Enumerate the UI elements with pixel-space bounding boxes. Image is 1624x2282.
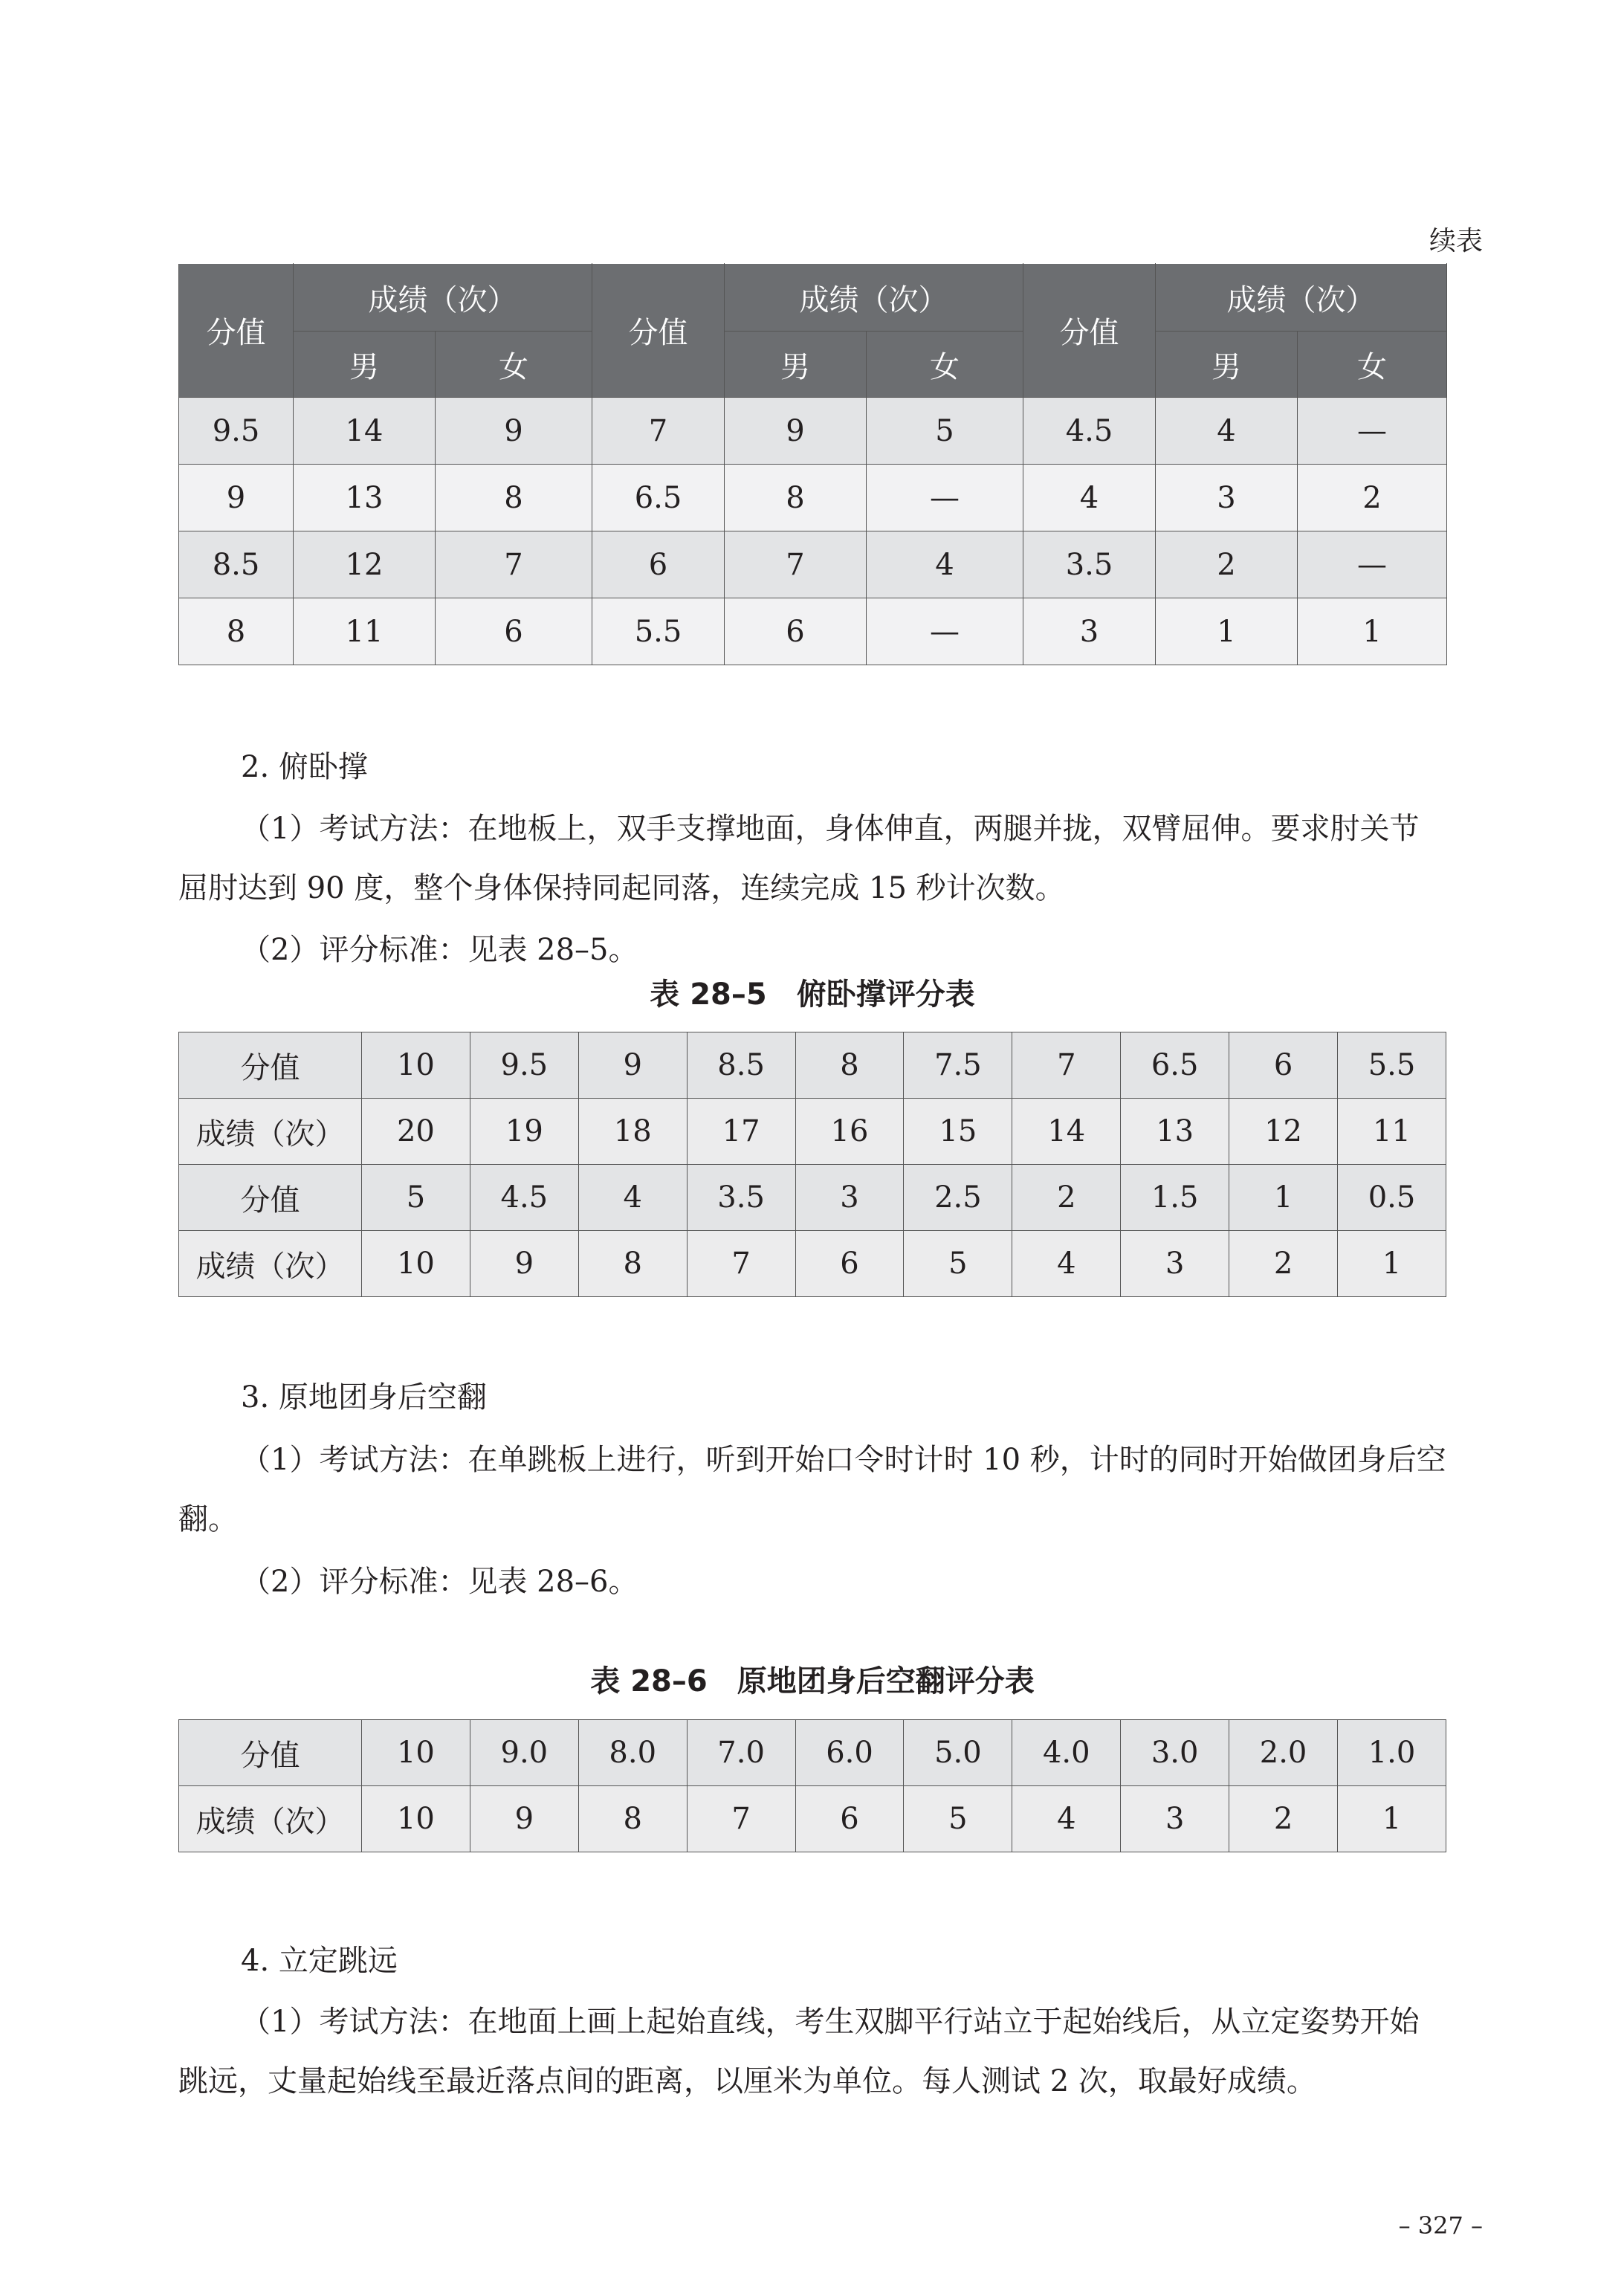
table-cell: 9: [179, 465, 294, 531]
table-cell: 9.0: [470, 1720, 578, 1786]
table-cell: 3: [1121, 1786, 1229, 1852]
table-cell: —: [867, 465, 1023, 531]
table-cell: 14: [1012, 1099, 1121, 1165]
table-cell: 2: [1229, 1786, 1338, 1852]
row-label: 分值: [179, 1165, 362, 1231]
table-cell: 16: [795, 1099, 904, 1165]
table-row: [179, 398, 1447, 465]
table-cell: 4: [578, 1165, 687, 1231]
table-cell: 14: [294, 398, 436, 465]
row-label: 成绩（次）: [179, 1231, 362, 1297]
table-cell: 5.0: [904, 1720, 1012, 1786]
table-cell: 8.5: [687, 1032, 795, 1099]
table-cell: 7: [725, 531, 867, 598]
table-cell: 10: [362, 1032, 470, 1099]
table-cell: 5: [362, 1165, 470, 1231]
table-cell: 1: [1338, 1231, 1446, 1297]
table-cell: 5.5: [1338, 1032, 1446, 1099]
table-cell: 8: [795, 1032, 904, 1099]
table-cell: 6.0: [795, 1720, 904, 1786]
table-cell: 1.5: [1121, 1165, 1229, 1231]
header-female: 女: [867, 332, 1023, 398]
table-cell: 1: [1229, 1165, 1338, 1231]
table-cell: 7.0: [687, 1720, 795, 1786]
table-row: [179, 1165, 1446, 1231]
table-cell: —: [1298, 398, 1447, 465]
table-cell: 7: [436, 531, 592, 598]
table-cell: 4: [1012, 1231, 1121, 1297]
table-cell: 3: [1156, 465, 1298, 531]
table-cell: 4.0: [1012, 1720, 1121, 1786]
table-caption-28-6: 表 28–6 原地团身后空翻评分表: [590, 1664, 1035, 1698]
table-cell: 1: [1156, 598, 1298, 665]
section-heading-standing-jump: 4. 立定跳远: [241, 1944, 398, 1978]
header-result: 成绩（次）: [294, 264, 592, 332]
table-cell: 3: [1121, 1231, 1229, 1297]
table-cell: 6: [725, 598, 867, 665]
table-cell: 0.5: [1338, 1165, 1446, 1231]
table-cell: 9: [725, 398, 867, 465]
section-heading-backflip: 3. 原地团身后空翻: [241, 1380, 487, 1415]
table-cell: 7: [1012, 1032, 1121, 1099]
table-cell: 3: [795, 1165, 904, 1231]
table-cell: 9: [470, 1231, 578, 1297]
table-cell: 13: [294, 465, 436, 531]
header-score: 分值: [592, 264, 725, 398]
backflip-method-text: （1）考试方法：在单跳板上进行，听到开始口令时计时 10 秒，计时的同时开始做团身后空翻。: [178, 1443, 1446, 1536]
table-cell: 3: [1023, 598, 1156, 665]
table-cell: 4: [1023, 465, 1156, 531]
table-cell: 5: [904, 1786, 1012, 1852]
table-cell: 11: [1338, 1099, 1446, 1165]
table-caption-28-5: 表 28–5 俯卧撑评分表: [650, 977, 975, 1012]
table-row: [179, 531, 1447, 598]
table-cell: 3.5: [1023, 531, 1156, 598]
table-cell: 8: [436, 465, 592, 531]
table-cell: 7.5: [904, 1032, 1012, 1099]
table-cell: 1.0: [1338, 1720, 1446, 1786]
row-label: 分值: [179, 1720, 362, 1786]
header-male: 男: [294, 332, 436, 398]
table-row: [179, 1032, 1446, 1099]
row-label: 成绩（次）: [179, 1099, 362, 1165]
table-row: [179, 1231, 1446, 1297]
table-cell: 6.5: [1121, 1032, 1229, 1099]
table-cell: 2: [1298, 465, 1447, 531]
table-cell: 6: [795, 1231, 904, 1297]
table-cell: 8: [578, 1231, 687, 1297]
table-cell: 1: [1298, 598, 1447, 665]
pushup-standard-text: （2）评分标准：见表 28–5。: [241, 933, 638, 967]
pushup-method-text: （1）考试方法：在地板上，双手支撑地面，身体伸直，两腿并拢，双臂屈伸。要求肘关节屈肘达到 90 度，整个身体保持同起同落，连续完成 15 秒计次数。: [178, 812, 1420, 905]
table-cell: 10: [362, 1786, 470, 1852]
table-row: [179, 1099, 1446, 1165]
table-cell: 4: [1156, 398, 1298, 465]
standing-jump-method-text: （1）考试方法：在地面上画上起始直线，考生双脚平行站立于起始线后，从立定姿势开始跳远，丈量起始线至最近落点间的距离，以厘米为单位。每人测试 2 次，取最好成绩。: [178, 2005, 1420, 2098]
table-cell: 6.5: [592, 465, 725, 531]
table-cell: 8: [179, 598, 294, 665]
table-cell: 2.5: [904, 1165, 1012, 1231]
table-cell: 2.0: [1229, 1720, 1338, 1786]
table-cell: 10: [362, 1720, 470, 1786]
table-cell: 2: [1012, 1165, 1121, 1231]
table-cell: 9: [578, 1032, 687, 1099]
table-cell: 18: [578, 1099, 687, 1165]
header-male: 男: [725, 332, 867, 398]
table-cell: 8.5: [179, 531, 294, 598]
table-cell: 9.5: [179, 398, 294, 465]
table-cell: 12: [1229, 1099, 1338, 1165]
pushup-score-table: [178, 1032, 1446, 1297]
table-cell: 6: [1229, 1032, 1338, 1099]
table-cell: 9: [470, 1786, 578, 1852]
table-cell: 6: [795, 1786, 904, 1852]
table-cell: 9: [436, 398, 592, 465]
table-cell: 2: [1229, 1231, 1338, 1297]
table-cell: 6: [436, 598, 592, 665]
table-cell: 8: [725, 465, 867, 531]
table-cell: 3.5: [687, 1165, 795, 1231]
table-cell: 13: [1121, 1099, 1229, 1165]
section-heading-pushup: 2. 俯卧撑: [241, 750, 368, 784]
table-cell: 4: [1012, 1786, 1121, 1852]
table-cell: 11: [294, 598, 436, 665]
page-number: – 327 –: [1398, 2211, 1483, 2240]
table-cell: —: [1298, 531, 1447, 598]
table-cell: 5: [904, 1231, 1012, 1297]
table-row: [179, 598, 1447, 665]
score-table-continued: [178, 263, 1447, 665]
continued-label: 续表: [1429, 226, 1483, 256]
header-female: 女: [436, 332, 592, 398]
table-cell: 9.5: [470, 1032, 578, 1099]
header-female: 女: [1298, 332, 1447, 398]
table-cell: —: [867, 598, 1023, 665]
table-row: [179, 1786, 1446, 1852]
row-label: 成绩（次）: [179, 1786, 362, 1852]
table-cell: 17: [687, 1099, 795, 1165]
table-cell: 19: [470, 1099, 578, 1165]
table-cell: 10: [362, 1231, 470, 1297]
backflip-score-table: [178, 1719, 1446, 1852]
table-cell: 15: [904, 1099, 1012, 1165]
table-cell: 6: [592, 531, 725, 598]
table-cell: 3.0: [1121, 1720, 1229, 1786]
header-result: 成绩（次）: [725, 264, 1023, 332]
table-cell: 1: [1338, 1786, 1446, 1852]
table-cell: 8: [578, 1786, 687, 1852]
table-cell: 4.5: [1023, 398, 1156, 465]
table-cell: 5: [867, 398, 1023, 465]
header-score: 分值: [179, 264, 294, 398]
table-cell: 7: [687, 1786, 795, 1852]
table-cell: 5.5: [592, 598, 725, 665]
table-cell: 2: [1156, 531, 1298, 598]
table-cell: 8.0: [578, 1720, 687, 1786]
table-cell: 4: [867, 531, 1023, 598]
table-row: [179, 1720, 1446, 1786]
header-result: 成绩（次）: [1156, 264, 1447, 332]
table-row: [179, 465, 1447, 531]
row-label: 分值: [179, 1032, 362, 1099]
table-cell: 20: [362, 1099, 470, 1165]
table-cell: 12: [294, 531, 436, 598]
table-cell: 7: [687, 1231, 795, 1297]
table-cell: 4.5: [470, 1165, 578, 1231]
header-male: 男: [1156, 332, 1298, 398]
backflip-standard-text: （2）评分标准：见表 28–6。: [241, 1565, 638, 1599]
table-cell: 7: [592, 398, 725, 465]
header-score: 分值: [1023, 264, 1156, 398]
